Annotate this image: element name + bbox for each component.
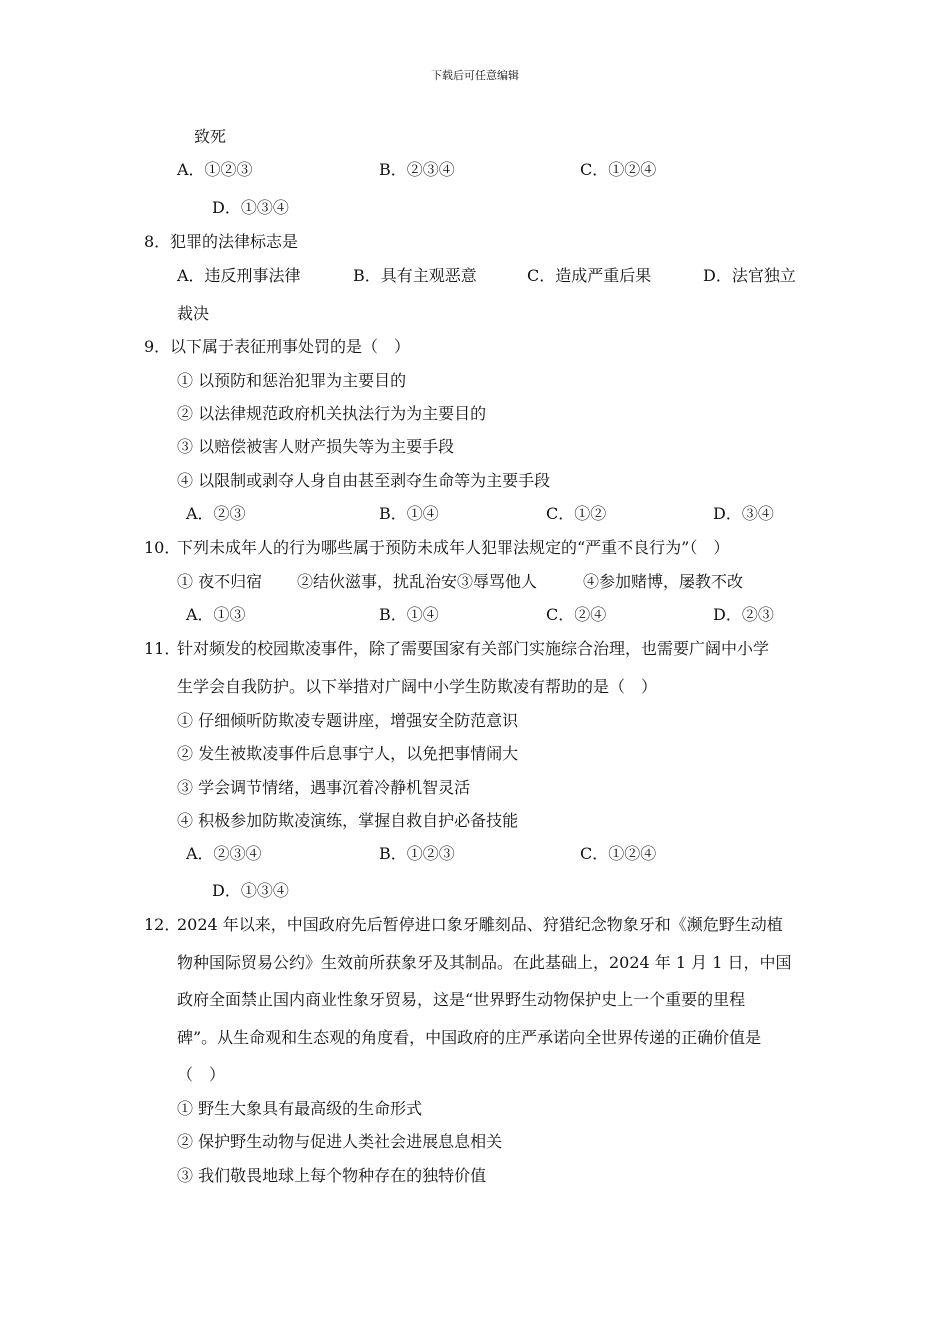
q11-stem-line: 针对频发的校园欺凌事件，除了需要国家有关部门实施综合治理，也需要广阔中小学: [177, 639, 770, 658]
q10-option-b: B．①④: [379, 605, 439, 624]
q12-stem-line: 2024 年以来，中国政府先后暂停进口象牙雕刻品、狩猎纪念物象牙和《濒危野生动植: [177, 915, 783, 934]
q7-stem-tail: 致死: [194, 127, 227, 146]
q10-number: 10．: [144, 538, 181, 557]
q8-number: 8．: [144, 232, 171, 251]
q8-option-d-continued: 裁决: [177, 304, 210, 323]
q10-option-a: A．①③: [186, 605, 246, 624]
q9-item: ③ 以赔偿被害人财产损失等为主要手段: [177, 437, 455, 456]
q8-option-b: B．具有主观恶意: [353, 266, 477, 285]
page-header: 下载后可任意编辑: [431, 69, 519, 82]
q11-item: ③ 学会调节情绪，遇事沉着冷静机智灵活: [177, 778, 471, 797]
q7-option-a: A．①②③: [177, 160, 253, 179]
q9-option-b: B．①④: [379, 504, 439, 523]
q12-stem-line: 物种国际贸易公约》生效前所获象牙及其制品。在此基础上，2024 年 1 月 1 日，中国: [177, 953, 792, 972]
q7-option-c: C．①②④: [580, 160, 657, 179]
q10-option-c: C．②④: [546, 605, 607, 624]
q8-option-d: D．法官独立: [703, 266, 796, 285]
q9-stem: 以下属于表征刑事处罚的是（ ）: [170, 337, 411, 356]
q11-item: ① 仔细倾听防欺凌专题讲座，增强安全防范意识: [177, 711, 519, 730]
q12-stem-line: （ ）: [177, 1065, 226, 1084]
q12-stem-line: 政府全面禁止国内商业性象牙贸易，这是“世界野生动物保护史上一个重要的里程: [177, 990, 746, 1009]
q10-item: ②结伙滋事，扰乱治安③辱骂他人: [297, 572, 538, 591]
q12-item: ① 野生大象具有最高级的生命形式: [177, 1099, 423, 1118]
q9-item: ① 以预防和惩治犯罪为主要目的: [177, 371, 407, 390]
q10-option-d: D．②③: [713, 605, 774, 624]
q11-number: 11．: [144, 639, 181, 658]
q11-item: ② 发生被欺凌事件后息事宁人，以免把事情闹大: [177, 744, 519, 763]
q9-option-c: C．①②: [546, 504, 607, 523]
q11-option-c: C．①②④: [580, 844, 657, 863]
q8-stem: 犯罪的法律标志是: [170, 232, 299, 251]
q8-option-c: C．造成严重后果: [527, 266, 652, 285]
q7-option-b: B．②③④: [379, 160, 455, 179]
q10-item: ① 夜不归宿: [177, 572, 263, 591]
q12-stem-line: 碑”。从生命观和生态观的角度看，中国政府的庄严承诺向全世界传递的正确价值是: [177, 1028, 762, 1047]
q9-item: ② 以法律规范政府机关执法行为为主要目的: [177, 404, 487, 423]
q12-item: ② 保护野生动物与促进人类社会进展息息相关: [177, 1132, 503, 1151]
q11-option-b: B．①②③: [379, 844, 455, 863]
q11-option-d: D．①③④: [212, 881, 289, 900]
q7-option-d: D．①③④: [212, 198, 289, 217]
q12-number: 12．: [144, 915, 181, 934]
q9-number: 9．: [144, 337, 171, 356]
q10-item: ④参加赌博，屡教不改: [583, 572, 744, 591]
q11-item: ④ 积极参加防欺凌演练，掌握自救自护必备技能: [177, 811, 519, 830]
q8-option-a: A．违反刑事法律: [177, 266, 301, 285]
q11-option-a: A．②③④: [186, 844, 262, 863]
q12-item: ③ 我们敬畏地球上每个物种存在的独特价值: [177, 1166, 487, 1185]
q9-item: ④ 以限制或剥夺人身自由甚至剥夺生命等为主要手段: [177, 471, 551, 490]
q11-stem-line: 生学会自我防护。以下举措对广阔中小学生防欺凌有帮助的是（ ）: [177, 677, 658, 696]
q9-option-d: D．③④: [713, 504, 774, 523]
q10-stem: 下列未成年人的行为哪些属于预防未成年人犯罪法规定的“严重不良行为”（ ）: [177, 538, 730, 557]
q9-option-a: A．②③: [186, 504, 246, 523]
